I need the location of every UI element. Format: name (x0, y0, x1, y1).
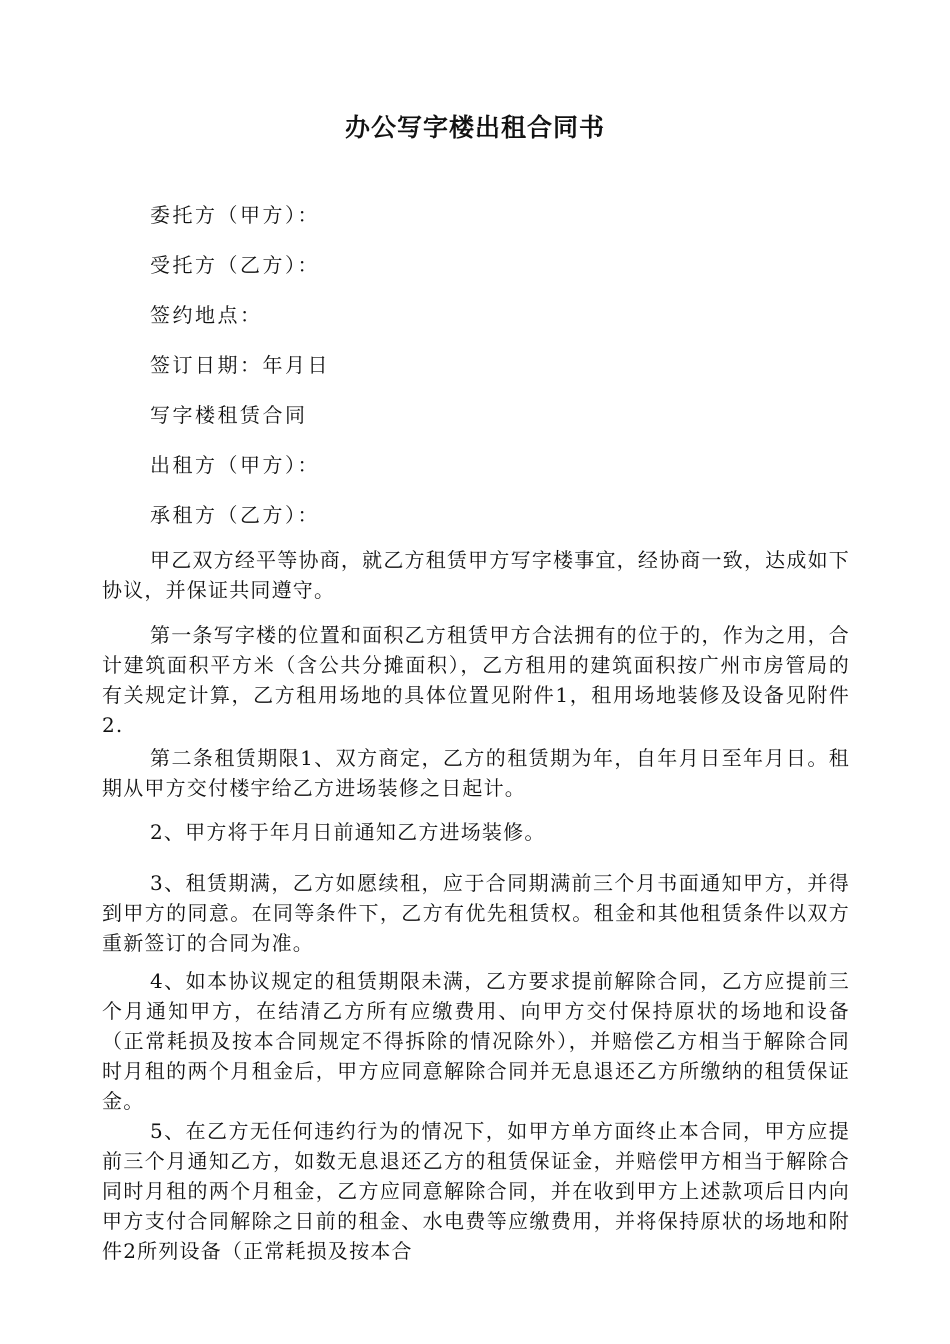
clause-5-paragraph: 5、在乙方无任何违约行为的情况下，如甲方单方面终止本合同，甲方应提前三个月通知乙方，如数无息退还乙方的租赁保证金，并赔偿甲方相当于解除合同时月租的两个月租金，乙方应同意解除合同，并在收到甲方上述款项后日内向甲方支付合同解除之日前的租金、水电费等应缴费用，并将保持原状的场地和附件2所列设备（正常耗损及按本合 (102, 1119, 850, 1263)
article-2-paragraph: 第二条租赁期限1、双方商定，乙方的租赁期为年，自年月日至年月日。租期从甲方交付楼宇给乙方进场装修之日起计。 (102, 746, 850, 800)
clause-3-paragraph: 3、租赁期满，乙方如愿续租，应于合同期满前三个月书面通知甲方，并得到甲方的同意。在同等条件下，乙方有优先租赁权。租金和其他租赁条件以双方重新签订的合同为准。 (102, 871, 850, 955)
clause-2-paragraph: 2、甲方将于年月日前通知乙方进场装修。 (150, 820, 546, 844)
document-title: 办公写字楼出租合同书 (344, 113, 605, 142)
signing-date-field: 签订日期：年月日 (150, 353, 330, 377)
contract-name-heading: 写字楼租赁合同 (150, 403, 308, 427)
clause-4-paragraph: 4、如本协议规定的租赁期限未满，乙方要求提前解除合同，乙方应提前三个月通知甲方，在结清乙方所有应缴费用、向甲方交付保持原状的场地和设备（正常耗损及按本合同规定不得拆除的情况除外），并赔偿乙方相当于解除合同时月租的两个月租金后，甲方应同意解除合同并无息退还乙方所缴纳的租赁保证金。 (102, 969, 850, 1113)
signing-place-field: 签约地点： (150, 303, 263, 327)
intro-paragraph: 甲乙双方经平等协商，就乙方租赁甲方写字楼事宜，经协商一致，达成如下协议，并保证共同遵守。 (102, 548, 850, 602)
article-1-paragraph: 第一条写字楼的位置和面积乙方租赁甲方合法拥有的位于的，作为之用，合计建筑面积平方米（含公共分摊面积），乙方租用的建筑面积按广州市房管局的有关规定计算，乙方租用场地的具体位置见附件1，租用场地装修及设备见附件2. (102, 623, 850, 737)
lessor-field: 出租方（甲方）： (150, 453, 320, 477)
principal-field: 委托方（甲方）： (150, 203, 320, 227)
agent-field: 受托方（乙方）： (150, 253, 320, 277)
lessee-field: 承租方（乙方）： (150, 503, 320, 527)
